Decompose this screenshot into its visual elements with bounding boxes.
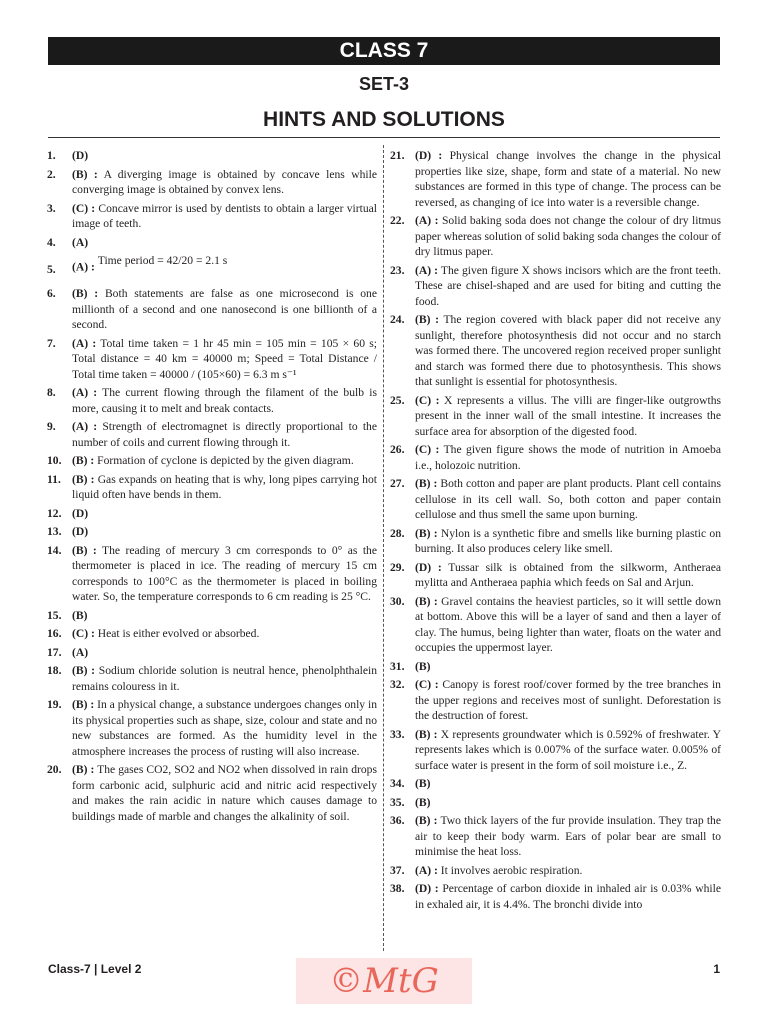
answer-explanation: Gravel contains the heaviest particles, so it will settle down at bottom. Above this will be a layer of sand and then a layer of clay. The humus, being lighter than water, floats on the water and occupies the uppermost layer.: [415, 594, 722, 654]
answer-explanation: The given figure shows the mode of nutrition in Amoeba i.e., holozoic nutrition.: [415, 443, 721, 472]
answer-explanation: X represents groundwater which is 0.592% of freshwater. Y represents lakes which is 0.007% of the surface water. 0.005% of surface water is present in the form of soil moisture i.e., Z.: [415, 727, 721, 772]
answer-option: (B) :: [72, 664, 96, 677]
question-37: [390, 863, 721, 879]
footer-class-level: Class-7 | Level 2: [48, 962, 142, 976]
answer-explanation: Solid baking soda does not change the colour of dry litmus paper whereas solution of solid baking soda changes the colour of dry litmus paper.: [415, 214, 721, 258]
answer-option: (B): [415, 777, 431, 790]
answer-explanation: Tussar silk is obtained from the silkworm, Antheraea mylitta and Antheraea paphia which feeds on Sal and Arjun.: [415, 560, 721, 589]
question-35: [390, 795, 721, 811]
answer-option: (B) :: [415, 526, 438, 540]
question-18: [47, 663, 377, 694]
question-number: 22.: [390, 214, 405, 227]
question-number: 16.: [47, 627, 62, 640]
question-6: [47, 286, 377, 333]
answer-option: (B): [415, 659, 431, 673]
answer-explanation: Both cotton and paper are plant products. Plant cell contains cellulose in its cell wall. So, both cotton and paper contain cellulose and thus smell the same upon burning.: [415, 477, 721, 521]
question-23: [390, 263, 721, 310]
mtg-logo: ©MtG: [296, 958, 472, 1004]
question-number: 34.: [390, 777, 405, 790]
answer-option: (B) :: [72, 472, 95, 486]
question-1: [47, 148, 377, 164]
right-column: [390, 148, 721, 915]
question-20: [47, 762, 377, 824]
answer-option: (D): [72, 506, 89, 520]
question-number: 4.: [47, 235, 56, 249]
answer-option: (A) :: [72, 386, 98, 399]
answer-option: (D) :: [415, 560, 442, 574]
answer-explanation: Time period = 42/20 = 2.1 s: [97, 254, 228, 267]
question-number: 14.: [47, 543, 62, 557]
answer-option: (A) :: [415, 214, 439, 227]
answer-option: (A) :: [72, 420, 98, 433]
answer-option: (B) :: [72, 763, 95, 776]
answer-explanation: The region covered with black paper did not receive any sunlight, therefore photosynthesis did not occur and no starch was formed there. The uncovered region received proper sunlight and starch was formed there due to photosynthesis. This shows that sunlight is essential for photosynthesis.: [415, 313, 721, 388]
answer-option: (B) :: [72, 287, 99, 300]
question-33: [390, 727, 721, 774]
question-number: 28.: [390, 526, 405, 540]
answer-explanation: Sodium chloride solution is neutral hence, phenolphthalein remains colouress in it.: [72, 664, 377, 693]
answer-explanation: Heat is either evolved or absorbed.: [97, 627, 260, 640]
answer-explanation: Strength of electromagnet is directly proportional to the number of coils and current flowing through it.: [72, 420, 377, 449]
answer-explanation: Two thick layers of the fur provide insulation. They trap the air to keep their body warm. Ears of polar bear are small to minimise the heat loss.: [415, 814, 721, 858]
question-number: 17.: [47, 645, 62, 659]
question-number: 6.: [47, 287, 56, 300]
question-12: [47, 506, 377, 522]
answer-option: (B) :: [72, 167, 98, 181]
answer-option: (D): [72, 149, 89, 162]
question-21: [390, 148, 721, 210]
question-number: 9.: [47, 420, 56, 433]
question-3: [47, 201, 377, 232]
question-34: [390, 776, 721, 792]
answer-explanation: X represents a villus. The villi are finger-like outgrowths present in the inner wall of the small intestine. It increases the surface area for absorption of the digested food.: [415, 393, 722, 438]
answer-explanation: A diverging image is obtained by concave lens while converging image is obtained by convex lens.: [72, 167, 377, 196]
answer-option: (B): [415, 795, 431, 809]
question-number: 25.: [390, 393, 405, 407]
answer-option: (A) :: [415, 863, 438, 877]
answer-option: (B) :: [415, 727, 438, 741]
answer-explanation: It involves aerobic respiration.: [440, 863, 583, 877]
answer-explanation: Physical change involves the change in the physical properties like size, shape, form and state of a material. No new substances are formed in this type of change. The process can be reversed, as changing of ice into water is a reversible change.: [415, 149, 721, 209]
answer-option: (A) :: [72, 336, 97, 350]
left-column: [47, 148, 377, 827]
question-number: 24.: [390, 313, 405, 326]
question-number: 31.: [390, 659, 405, 673]
answer-option: (C) :: [415, 393, 440, 407]
question-19: [47, 697, 377, 759]
question-17: [47, 645, 377, 661]
answer-option: (C) :: [415, 443, 440, 456]
answer-explanation: Total time taken = 1 hr 45 min = 105 min = 105 × 60 s; Total distance = 40 km = 40000 m; Speed = Total Distance / Total time taken = 40000 / (105×60) = 6.3 m s⁻¹: [72, 336, 377, 381]
answer-option: (A): [72, 235, 89, 249]
question-24: [390, 312, 721, 390]
answer-option: (D) :: [415, 149, 443, 162]
question-32: [390, 677, 721, 724]
question-number: 15.: [47, 608, 62, 622]
answer-option: (C) :: [415, 678, 439, 691]
question-number: 32.: [390, 678, 405, 691]
question-number: 21.: [390, 149, 405, 162]
answer-option: (C) :: [72, 627, 95, 640]
answer-explanation: Both statements are false as one microsecond is one millionth of a second and one nanosecond is one billionth of a second.: [72, 287, 377, 331]
question-38: [390, 881, 721, 912]
question-8: [47, 385, 377, 416]
question-number: 26.: [390, 443, 405, 456]
answer-option: (B) :: [72, 543, 97, 557]
question-number: 27.: [390, 477, 405, 490]
question-29: [390, 560, 721, 591]
question-10: [47, 453, 377, 469]
class-banner: CLASS 7: [48, 37, 720, 65]
question-number: 38.: [390, 882, 405, 895]
answer-explanation: Concave mirror is used by dentists to obtain a larger virtual image of teeth.: [72, 201, 377, 230]
question-15: [47, 608, 377, 624]
page-number: 1: [713, 962, 720, 976]
question-number: 12.: [47, 506, 62, 520]
question-number: 37.: [390, 863, 405, 877]
answer-option: (B) :: [72, 698, 95, 711]
question-number: 19.: [47, 698, 62, 711]
answer-explanation: In a physical change, a substance undergoes changes only in its physical properties such as shape, size, colour and state and no new substances are formed. As the humidity level in the atmosphere increases the process of rusting will also increase.: [72, 698, 378, 758]
question-number: 23.: [390, 263, 405, 277]
question-25: [390, 393, 721, 440]
question-5: [47, 253, 377, 283]
question-36: [390, 813, 721, 860]
question-number: 18.: [47, 664, 62, 677]
question-number: 33.: [390, 727, 405, 741]
question-16: [47, 626, 377, 642]
answer-option: (B) :: [415, 477, 438, 490]
question-number: 29.: [390, 560, 405, 574]
question-22: [390, 213, 721, 260]
question-number: 30.: [390, 594, 405, 608]
question-number: 36.: [390, 814, 405, 827]
question-number: 5.: [47, 263, 56, 276]
answer-option: (A) :: [415, 263, 439, 277]
answer-explanation: Canopy is forest roof/cover formed by the tree branches in the upper regions and receives most of sunlight. Deforestation is the destruction of forest.: [415, 678, 721, 722]
question-26: [390, 442, 721, 473]
answer-option: (D) :: [415, 882, 439, 895]
answer-explanation: Gas expands on heating that is why, long pipes carrying hot liquid often have bends in them.: [72, 472, 377, 501]
question-30: [390, 594, 721, 656]
question-number: 1.: [47, 149, 56, 162]
question-number: 2.: [47, 167, 56, 181]
question-number: 7.: [47, 336, 56, 350]
question-31: [390, 659, 721, 675]
answer-option: (A): [72, 645, 89, 659]
answer-explanation: The gases CO2, SO2 and NO2 when dissolved in rain drops form carbonic acid, sulphuric acid and nitric acid respectively and makes the rain acidic in nature which causes damage to buildings made of marble and changes the alkalinity of soil.: [72, 763, 377, 823]
question-number: 35.: [390, 795, 405, 809]
question-9: [47, 419, 377, 450]
question-28: [390, 526, 721, 557]
question-number: 10.: [47, 454, 62, 467]
question-number: 3.: [47, 201, 56, 215]
column-divider: [383, 145, 384, 951]
answer-option: (B) :: [415, 313, 439, 326]
answer-explanation: The given figure X shows incisors which are the front teeth. These are chisel-shaped and are used for biting and cutting the food.: [415, 263, 721, 308]
section-title: HINTS AND SOLUTIONS: [263, 108, 505, 131]
answer-explanation: Nylon is a synthetic fibre and smells like burning plastic on burning. It also produces celery like smell.: [415, 526, 721, 555]
question-number: 11.: [47, 472, 61, 486]
question-13: [47, 524, 377, 540]
answer-option: (C) :: [72, 201, 96, 215]
question-27: [390, 476, 721, 523]
question-14: [47, 543, 377, 605]
set-title: SET-3: [358, 74, 410, 94]
question-7: [47, 336, 377, 383]
question-4: [47, 235, 377, 251]
answer-option: (B): [72, 608, 88, 622]
question-2: [47, 167, 377, 198]
answer-option: (A) :: [72, 260, 95, 274]
answer-explanation: The current flowing through the filament of the bulb is more, causing it to melt and break contacts.: [72, 386, 377, 415]
answer-option: (B) :: [72, 454, 95, 467]
header-divider: [48, 137, 720, 138]
answer-option: (B) :: [415, 814, 438, 827]
question-number: 20.: [47, 763, 62, 776]
answer-option: (D): [72, 525, 89, 538]
question-number: 13.: [47, 525, 62, 538]
question-11: [47, 472, 377, 503]
answer-explanation: Percentage of carbon dioxide in inhaled air is 0.03% while in exhaled air, it is 4.4%. The bronchi divide into: [415, 882, 721, 911]
answer-option: (B) :: [415, 594, 438, 608]
question-number: 8.: [47, 386, 56, 399]
answer-explanation: The reading of mercury 3 cm corresponds to 0° as the thermometer is placed in ice. The reading of mercury 15 cm corresponds to 100°C as the thermometer is placed in boiling water. So, the temperature corresponds to 6 cm reading is 25 °C.: [72, 543, 377, 603]
answer-explanation: Formation of cyclone is depicted by the given diagram.: [97, 454, 354, 467]
